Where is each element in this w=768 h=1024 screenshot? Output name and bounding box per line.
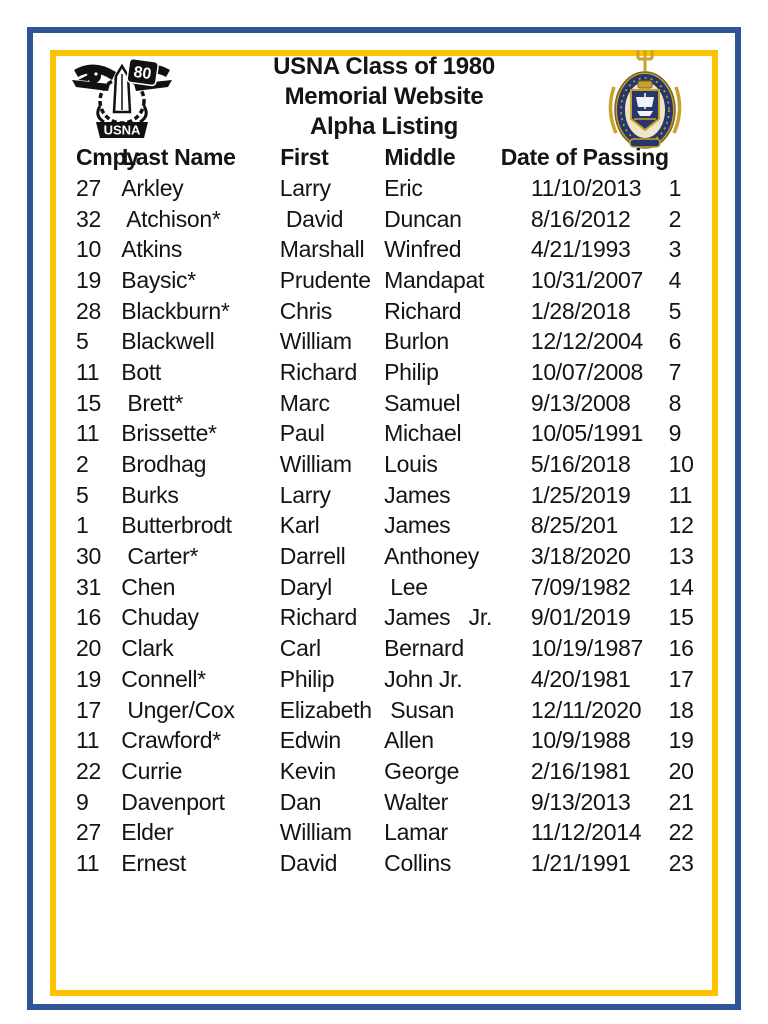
cell-date-of-passing: 10/07/2008	[530, 358, 643, 385]
cell-row-number: 4	[668, 266, 682, 293]
table-row	[56, 480, 712, 511]
cell-date-of-passing: 7/09/1982	[530, 573, 631, 600]
table-row	[56, 541, 712, 572]
cell-company: 27	[76, 174, 101, 201]
table-row	[56, 603, 712, 634]
cell-first-name: Karl	[279, 512, 320, 539]
cell-middle-name: Philip	[384, 358, 439, 385]
table-row	[56, 419, 712, 450]
cell-date-of-passing: 9/13/2013	[530, 788, 631, 815]
cell-company: 11	[76, 358, 100, 385]
table-body	[56, 173, 712, 879]
cell-date-of-passing: 4/21/1993	[530, 236, 631, 263]
header-last-name: Last Name	[122, 144, 236, 170]
cell-middle-name: Lamar	[384, 819, 448, 846]
cell-date-of-passing: 10/31/2007	[530, 266, 643, 293]
cell-row-number: 12	[668, 512, 694, 539]
cell-company: 19	[76, 266, 101, 293]
table-row	[56, 572, 712, 603]
cell-last-name: Unger/Cox	[121, 696, 235, 723]
cell-middle-name: James	[384, 512, 451, 539]
table-row	[56, 388, 712, 419]
cell-date-of-passing: 10/19/1987	[530, 635, 643, 662]
cell-middle-name: Allen	[384, 727, 434, 754]
cell-last-name: Ernest	[121, 849, 186, 876]
cell-row-number: 16	[668, 635, 694, 662]
table-row	[56, 357, 712, 388]
cell-company: 9	[76, 788, 89, 815]
cell-company: 16	[76, 604, 101, 631]
cell-company: 27	[76, 819, 101, 846]
cell-last-name: Connell*	[121, 665, 206, 692]
cell-row-number: 6	[668, 328, 682, 355]
outer-blue-border	[27, 27, 741, 1010]
page-title-line-3: Alpha Listing	[309, 113, 459, 140]
page-content	[56, 53, 712, 990]
cell-row-number: 9	[668, 420, 682, 447]
cell-last-name: Bott	[121, 358, 161, 385]
trident-icon	[638, 50, 652, 71]
usna-ribbon-text: USNA	[103, 122, 141, 138]
table-row	[56, 633, 712, 664]
cell-middle-name: Richard	[384, 297, 462, 324]
cell-middle-name: Burlon	[384, 328, 449, 355]
cell-last-name: Brodhag	[121, 451, 207, 478]
cell-middle-name: Walter	[384, 788, 448, 815]
cell-row-number: 3	[668, 236, 682, 263]
cell-row-number: 5	[668, 297, 682, 324]
cell-date-of-passing: 11/10/2013	[530, 174, 642, 201]
cell-middle-name: Eric	[384, 174, 423, 201]
cell-last-name: Brett*	[121, 389, 184, 416]
header-date-of-passing: Date of Passing	[500, 144, 669, 170]
cell-company: 20	[76, 635, 101, 662]
table-row	[56, 848, 712, 879]
table-header-row	[56, 142, 712, 173]
cell-first-name: Chris	[279, 297, 332, 324]
cell-row-number: 17	[668, 665, 694, 692]
cell-last-name: Butterbrodt	[121, 512, 232, 539]
cell-first-name: Dan	[279, 788, 322, 815]
inner-gold-border	[50, 50, 718, 996]
cell-first-name: Richard	[279, 358, 357, 385]
cell-date-of-passing: 1/28/2018	[530, 297, 631, 324]
cell-last-name: Crawford*	[121, 727, 221, 754]
cell-first-name: William	[279, 328, 352, 355]
cell-first-name: David	[279, 849, 338, 876]
cell-first-name: Edwin	[279, 727, 341, 754]
cell-row-number: 11	[668, 481, 692, 508]
cell-company: 19	[76, 665, 101, 692]
cell-company: 11	[76, 727, 100, 754]
cell-date-of-passing: 1/21/1991	[530, 849, 631, 876]
cell-last-name: Chuday	[121, 604, 199, 631]
cell-date-of-passing: 11/12/2014	[530, 819, 642, 846]
cell-first-name: William	[279, 819, 352, 846]
cell-last-name: Davenport	[121, 788, 225, 815]
cell-row-number: 10	[668, 451, 694, 478]
cell-middle-name: George	[384, 757, 460, 784]
header-first-name: First	[280, 144, 329, 170]
cell-middle-name: James Jr.	[384, 604, 493, 631]
cell-first-name: Paul	[279, 420, 325, 447]
cell-company: 11	[76, 849, 100, 876]
cell-first-name: Darrell	[279, 543, 346, 570]
table-row	[56, 787, 712, 818]
cell-row-number: 20	[668, 757, 694, 784]
cell-first-name: Larry	[279, 174, 331, 201]
cell-last-name: Atkins	[121, 236, 183, 263]
badge-80-text: 80	[132, 63, 153, 84]
cell-last-name: Baysic*	[121, 266, 196, 293]
cell-date-of-passing: 9/13/2008	[530, 389, 631, 416]
cell-date-of-passing: 1/25/2019	[530, 481, 631, 508]
cell-middle-name: Anthoney	[384, 543, 479, 570]
cell-date-of-passing: 9/01/2019	[530, 604, 631, 631]
cell-middle-name: Susan	[384, 696, 454, 723]
page-title-line-1: USNA Class of 1980	[273, 53, 495, 80]
header-company: Cmpy	[76, 144, 139, 170]
table-row	[56, 265, 712, 296]
cell-row-number: 23	[668, 849, 694, 876]
table-row	[56, 664, 712, 695]
cell-date-of-passing: 8/25/201	[530, 512, 618, 539]
cell-row-number: 7	[668, 358, 682, 385]
cell-company: 10	[76, 236, 101, 263]
cell-company: 32	[76, 205, 101, 232]
cell-row-number: 22	[668, 819, 694, 846]
cell-row-number: 2	[668, 205, 682, 232]
cell-middle-name: Bernard	[384, 635, 464, 662]
cell-last-name: Blackburn*	[121, 297, 230, 324]
cell-last-name: Clark	[121, 635, 174, 662]
cell-last-name: Carter*	[121, 543, 199, 570]
cell-company: 17	[76, 696, 101, 723]
cell-row-number: 8	[668, 389, 682, 416]
page-title-line-2: Memorial Website	[284, 83, 484, 110]
cell-middle-name: James	[384, 481, 451, 508]
cell-middle-name: Michael	[384, 420, 462, 447]
cell-last-name: Blackwell	[121, 328, 215, 355]
cell-row-number: 15	[668, 604, 694, 631]
cell-first-name: William	[279, 451, 352, 478]
cell-middle-name: Lee	[384, 573, 428, 600]
cell-company: 2	[76, 451, 89, 478]
table-row	[56, 756, 712, 787]
cell-company: 31	[76, 573, 101, 600]
cell-first-name: Marc	[279, 389, 330, 416]
cell-row-number: 1	[668, 174, 682, 201]
cell-middle-name: Collins	[384, 849, 452, 876]
cell-company: 22	[76, 757, 101, 784]
alpha-listing-table	[56, 142, 712, 879]
cell-last-name: Elder	[121, 819, 174, 846]
cell-date-of-passing: 4/20/1981	[530, 665, 631, 692]
cell-date-of-passing: 8/16/2012	[530, 205, 631, 232]
cell-row-number: 21	[668, 788, 694, 815]
cell-first-name: Philip	[279, 665, 335, 692]
cell-first-name: Richard	[279, 604, 357, 631]
cell-company: 28	[76, 297, 101, 324]
table-row	[56, 326, 712, 357]
cell-middle-name: John Jr.	[384, 665, 463, 692]
table-row	[56, 296, 712, 327]
cell-middle-name: Mandapat	[384, 266, 485, 293]
cell-row-number: 18	[668, 696, 694, 723]
table-row	[56, 695, 712, 726]
cell-date-of-passing: 10/05/1991	[530, 420, 643, 447]
cell-first-name: Marshall	[279, 236, 365, 263]
cell-company: 15	[76, 389, 101, 416]
cell-middle-name: Duncan	[384, 205, 462, 232]
crest-crown	[638, 81, 652, 88]
header-middle-name: Middle	[384, 144, 456, 170]
cell-row-number: 14	[668, 573, 694, 600]
cell-company: 5	[76, 328, 89, 355]
table-row	[56, 725, 712, 756]
cell-first-name: Daryl	[279, 573, 332, 600]
table-row	[56, 449, 712, 480]
table-row	[56, 204, 712, 235]
cell-date-of-passing: 3/18/2020	[530, 543, 631, 570]
cell-last-name: Atchison*	[121, 205, 221, 232]
cell-last-name: Brissette*	[121, 420, 217, 447]
cell-row-number: 19	[668, 727, 694, 754]
cell-last-name: Chen	[121, 573, 176, 600]
cell-company: 5	[76, 481, 89, 508]
cell-last-name: Currie	[121, 757, 183, 784]
cell-first-name: Larry	[279, 481, 331, 508]
cell-company: 1	[76, 512, 89, 539]
cell-first-name: Carl	[279, 635, 321, 662]
cell-middle-name: Samuel	[384, 389, 461, 416]
table-row	[56, 173, 712, 204]
cell-first-name: Kevin	[279, 757, 336, 784]
cell-company: 11	[76, 420, 100, 447]
cell-first-name: David	[279, 205, 344, 232]
cell-date-of-passing: 5/16/2018	[530, 451, 631, 478]
cell-date-of-passing: 10/9/1988	[530, 727, 631, 754]
cell-middle-name: Louis	[384, 451, 438, 478]
cell-date-of-passing: 2/16/1981	[530, 757, 631, 784]
cell-company: 30	[76, 543, 101, 570]
cell-first-name: Prudente	[279, 266, 371, 293]
cell-last-name: Arkley	[121, 174, 184, 201]
cell-date-of-passing: 12/12/2004	[530, 328, 643, 355]
cell-first-name: Elizabeth	[279, 696, 372, 723]
cell-row-number: 13	[668, 543, 694, 570]
table-row	[56, 234, 712, 265]
cell-middle-name: Winfred	[384, 236, 462, 263]
table-row	[56, 511, 712, 542]
cell-last-name: Burks	[121, 481, 179, 508]
cell-date-of-passing: 12/11/2020	[530, 696, 642, 723]
table-row	[56, 817, 712, 848]
usna-academy-crest-logo	[600, 47, 690, 151]
